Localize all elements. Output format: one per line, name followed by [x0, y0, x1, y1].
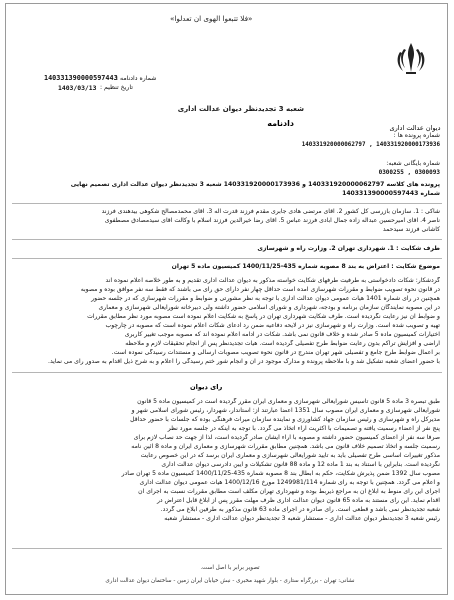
report-line: اختیارات کمیسیون ماده 5 صادر شده و خلاف قانون نمی باشد. شکات در ادامه اعلام نموده اند که مصوبه موجب تغییر کاربری: [124, 331, 440, 338]
report-line: بر اعمال ضوابط طرح جامع و تفصیلی شهر تهران مندرج در قانون نحوه تصویب مصوبات ارسالی و مستندات رسیدگی نموده است.: [111, 349, 440, 356]
ruling-line: شورایعالی شهرسازی و معماری ایران مصوب سال 1351 اعضا عبارتند از: استاندار، شهردار، رئیس شورای اسلامی شهر و: [131, 407, 440, 414]
issue-date: 1403/03/13: [58, 84, 97, 92]
ruling-line: پنج نفر از اعضاء رسمیت یافته و تصمیمات با اکثریت آراء اتخاذ می گردد. با توجه به اینکه در جلسه مورد نظر: [167, 425, 440, 432]
ruling-line: رئیس شعبه 3 تجدیدنظر دیوان عدالت اداری - مستشار شعبه 3 تجدیدنظر دیوان عدالت اداری - مستشار شعبه: [164, 515, 440, 522]
ruling-line: مصوب سال 1392 ضمن پذیرش شکایت، حکم به ابطال بند 8 مصوبه شماره 435-1400/11/25 کمیسیون ماده 5 تهران صادر: [121, 470, 440, 477]
ruling-line: اجرای این رای منوط به ابلاغ آن به مراجع ذیربط بوده و شهرداری تهران مکلف است مطابق مقررات نسبت به اجرای آن: [138, 488, 440, 495]
verdict-number: 140331390000597443: [44, 74, 118, 82]
ruling-line: مذکور تغییرات اساسی طرح تفصیلی باید به تایید شورایعالی شهرسازی و معماری ایران برسد که در این خصوص رعایت: [140, 452, 440, 459]
issue-date-label: تاریخ تنظیم :: [100, 84, 133, 91]
report-line: گردشکار: شکات دادخواستی به طرفیت طرفهای شکایت خواسته مذکور به دیوان عدالت اداری تقدیم و به طور خلاصه اعلام نموده اند: [105, 277, 440, 284]
complainants-line: کاشانی فرزند سیدحمد: [382, 226, 440, 233]
report-line: در قانون نحوه تصویب ضوابط و مقررات شهرسازی آمده است حداقل چهار نفر دارای حق رای می باشند که فقط سه نفر موافق بوده و مصوبه: [80, 286, 440, 293]
ruling-line: اقدام نماید. این رای مستند به ماده 65 قانون دیوان عدالت اداری ظرف مهلت مقرر پس از ابلاغ قابل اعتراض در: [156, 497, 440, 504]
archive-numbers: 0300255 , 0300093: [378, 169, 440, 176]
report-line: با حضور اعضای شعبه تشکیل شد و با ملاحظه پرونده و مدارک موجود در آن و انجام شور ختم رسیدگی را اعلام و به شرح ذیل اقدام به صدور رای می نماید.: [48, 358, 440, 365]
footer-address: نشانی: تهران - بزرگراه ستاری - بلوار شهید مخبری - نبش خیابان ایران زمین - ساختمان دیوان عدالت اداری: [105, 578, 355, 584]
verdict-number-label: شماره دادنامه :: [116, 75, 157, 82]
report-line: تهیه و تصویب شده است. وزارت راه و شهرسازی نیز در لایحه دفاعیه ضمن رد ادعای شکات اعلام نموده است که مصوبه در چارچوب: [105, 322, 440, 329]
copy-note: تصویر برابر با اصل است.: [200, 565, 260, 571]
case-line: شماره 140331390000597443: [342, 190, 440, 197]
ruling-title: رای دیوان: [190, 383, 223, 391]
divider: [12, 203, 442, 204]
ruling-line: طبق تبصره 3 ماده 5 قانون تاسیس شورایعالی شهرسازی و معماری ایران مقرر گردیده است در کمیسیون ماده 5 قانون: [137, 398, 440, 405]
report-line: همچنین در رای شماره 1401 هیات عمومی دیوان عدالت اداری با توجه به نظر مشورتی و ضوابط و مقررات شهرسازی که در جلسه حضور: [91, 295, 440, 302]
report-line: اراضی و افزایش تراکم بدون رعایت ضوابط طرح تفصیلی گردیده است. هیات تجدیدنظر پس از انجام تحقیقات لازم و ملاحظه: [125, 340, 440, 347]
document-type: دادنامه: [267, 119, 294, 128]
iran-emblem-icon: [393, 40, 429, 76]
defendant-line: طرف شکایت : 1. شهرداری تهران 2. وزارت راه و شهرسازی: [257, 245, 440, 252]
report-line: در این مصوبه نمایندگان سازمان برنامه و بودجه، شهرداری و شورای اسلامی حضور داشته ولی دبیرخانه شورایعالی شهرسازی و معماری: [98, 304, 440, 311]
divider: [12, 258, 442, 259]
ruling-line: شعبه تجدیدنظر نمی باشد و قطعی است. رای صادره در اجرای ماده 63 قانون مذکور به طرفین ابلاغ می گردد.: [160, 506, 440, 513]
case-numbers-label: شماره پرونده ها :: [393, 132, 440, 139]
case-numbers: 140331920000062797 , 140331920000173936: [301, 142, 440, 148]
report-line: و ضوابط آن نیز رعایت نگردیده است. طرف شکایت شهرداری تهران در پاسخ به شکایت اعلام نموده است مصوبه مورد نظر مطابق مقررات: [87, 313, 440, 320]
header-motto: «فلا تتبعوا الهوی ان تعدلوا»: [170, 14, 253, 23]
ruling-line: نگردیده است. بنابراین با استناد به بند 1 ماده 12 و ماده 88 قانون تشکیلات و آیین دادرسی دیوان عدالت اداری: [161, 461, 440, 468]
ruling-line: و اعلام می گردد. همچنین با توجه به رای شماره 1249981/114 مورخ 1400/12/16 هیات عمومی دیوان عدالت اداری: [139, 479, 440, 486]
court-name: دیوان عدالت اداری: [389, 124, 441, 132]
complainants-line: شاکی : 1. سازمان بازرسی کل کشور 2. آقای مرتضی هادی جابری مقدم فرزند قدرت اله 3. آقای محمدمصالح شکوهی بیدهندی فرزند: [101, 208, 440, 215]
complainants-line: ناصر 4. آقای امیرحسین عبداله زاده جمال آبادی فرزند عباس 5. آقای رضا خیرالدین فرزند اسلام با وکالت آقای سیدمصادق مصطفوی: [104, 217, 440, 224]
divider: [12, 372, 442, 373]
divider: [12, 239, 442, 240]
branch-title: شعبه 3 تجدیدنظر دیوان عدالت اداری: [177, 105, 304, 113]
ruling-line: رسمیت جلسه و اتخاذ تصمیم خلاف قانون می باشد. همچنین مطابق مقررات شهرسازی و معماری ایران و ماده 8 آئین نامه: [131, 443, 440, 450]
ruling-line: صرفا سه نفر از اعضای کمیسیون حضور داشته و مصوبه با آراء ایشان صادر گردیده است، لذا از جهت حد نصاب لازم برای: [133, 434, 440, 441]
case-line: پرونده های کلاسه 140331920000062797 و 140331920000173936 شعبه 3 تجدیدنظر دیوان عدالت اداری تصمیم نهایی: [70, 181, 440, 188]
archive-numbers-label: شماره بایگانی شعبه:: [386, 160, 440, 167]
subject-line: موضوع شکایت : اعتراض به بند 8 مصوبه شماره 435-1400/11/25 کمیسیون ماده 5 تهران: [171, 263, 440, 270]
ruling-line: مدیرکل راه و شهرسازی و رئیس سازمان جهاد کشاورزی و نماینده سازمان میراث فرهنگی بوده که جلسات با حضور حداقل: [130, 416, 440, 423]
divider: [12, 548, 442, 549]
